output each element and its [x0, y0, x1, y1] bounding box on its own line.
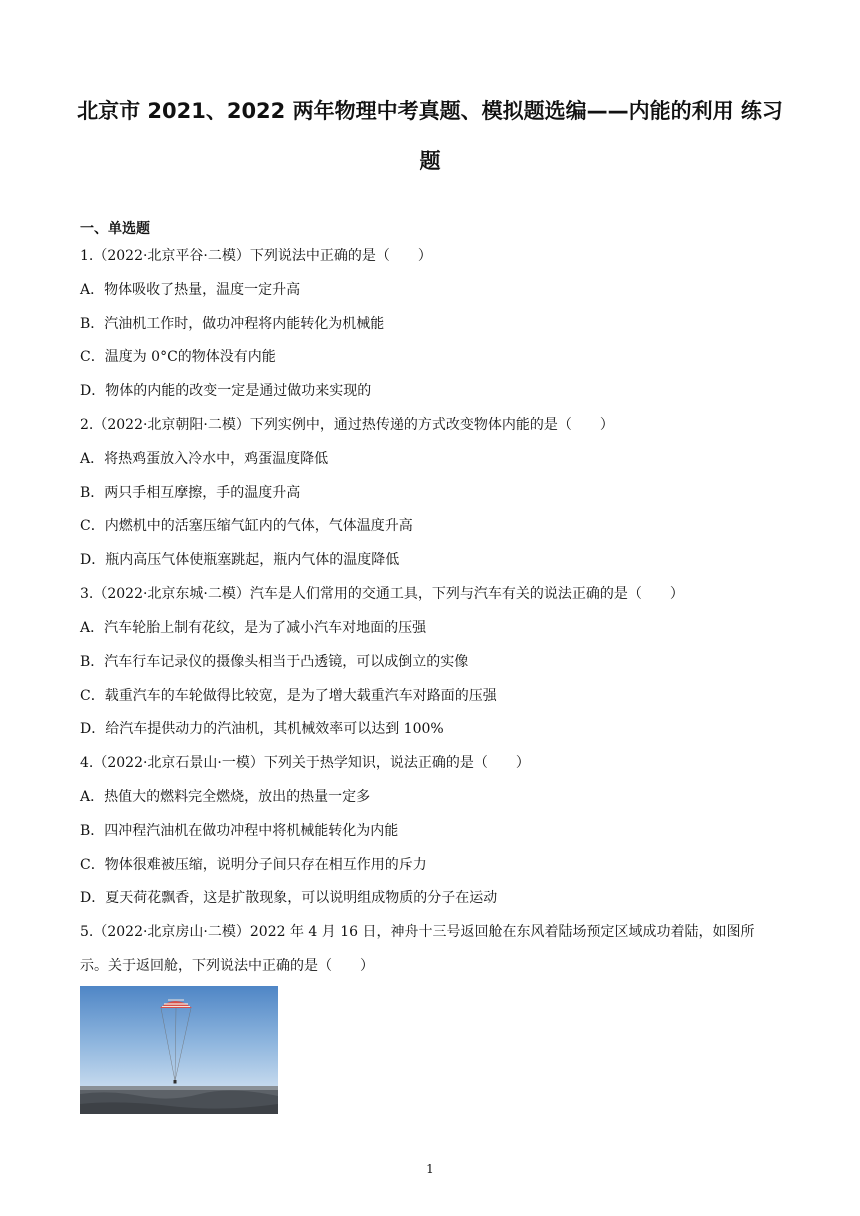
question-3-stem: 3.（2022·北京东城·二模）汽车是人们常用的交通工具，下列与汽车有关的说法正确的是（ ）	[80, 586, 684, 602]
page-number: 1	[426, 1162, 434, 1176]
question-1-option-d[interactable]: D．物体的内能的改变一定是通过做功来实现的	[80, 383, 372, 399]
question-4-option-c[interactable]: C．物体很难被压缩，说明分子间只存在相互作用的斥力	[80, 857, 427, 873]
question-1-option-c[interactable]: C．温度为 0°C的物体没有内能	[80, 349, 276, 365]
question-4-option-d[interactable]: D．夏天荷花飘香，这是扩散现象，可以说明组成物质的分子在运动	[80, 890, 498, 906]
question-4-stem: 4.（2022·北京石景山·一模）下列关于热学知识，说法正确的是（ ）	[80, 755, 530, 771]
question-1-stem: 1.（2022·北京平谷·二模）下列说法中正确的是（ ）	[80, 248, 432, 264]
capsule-parachute-image	[80, 986, 278, 1114]
question-3-option-d[interactable]: D．给汽车提供动力的汽油机，其机械效率可以达到 100%	[80, 721, 444, 737]
question-2-stem: 2.（2022·北京朝阳·二模）下列实例中，通过热传递的方式改变物体内能的是（ ）	[80, 417, 614, 433]
question-4-option-a[interactable]: A．热值大的燃料完全燃烧，放出的热量一定多	[80, 789, 371, 805]
question-2-option-d[interactable]: D．瓶内高压气体使瓶塞跳起，瓶内气体的温度降低	[80, 552, 400, 568]
question-1-option-a[interactable]: A．物体吸收了热量，温度一定升高	[80, 282, 301, 298]
question-3-option-c[interactable]: C．载重汽车的车轮做得比较宽，是为了增大载重汽车对路面的压强	[80, 688, 497, 704]
question-2-option-c[interactable]: C．内燃机中的活塞压缩气缸内的气体，气体温度升高	[80, 518, 413, 534]
question-3-option-b[interactable]: B．汽车行车记录仪的摄像头相当于凸透镜，可以成倒立的实像	[80, 654, 469, 670]
section-heading: 一、单选题	[80, 221, 150, 237]
question-5-stem: 5.（2022·北京房山·二模）2022 年 4 月 16 日，神舟十三号返回舱在东风着陆场预定区域成功着陆，如图所示。关于返回舱，下列说法中正确的是（ ）	[80, 924, 755, 974]
question-3-option-a[interactable]: A．汽车轮胎上制有花纹，是为了减小汽车对地面的压强	[80, 620, 427, 636]
question-1-option-b[interactable]: B．汽油机工作时，做功冲程将内能转化为机械能	[80, 316, 385, 332]
question-2-option-b[interactable]: B．两只手相互摩擦，手的温度升高	[80, 485, 301, 501]
document-title: 北京市 2021、2022 两年物理中考真题、模拟题选编——内能的利用 练习题	[77, 99, 783, 173]
question-4-option-b[interactable]: B．四冲程汽油机在做功冲程中将机械能转化为内能	[80, 823, 399, 839]
capsule-landing-photo	[80, 986, 278, 1114]
question-2-option-a[interactable]: A．将热鸡蛋放入冷水中，鸡蛋温度降低	[80, 451, 329, 467]
